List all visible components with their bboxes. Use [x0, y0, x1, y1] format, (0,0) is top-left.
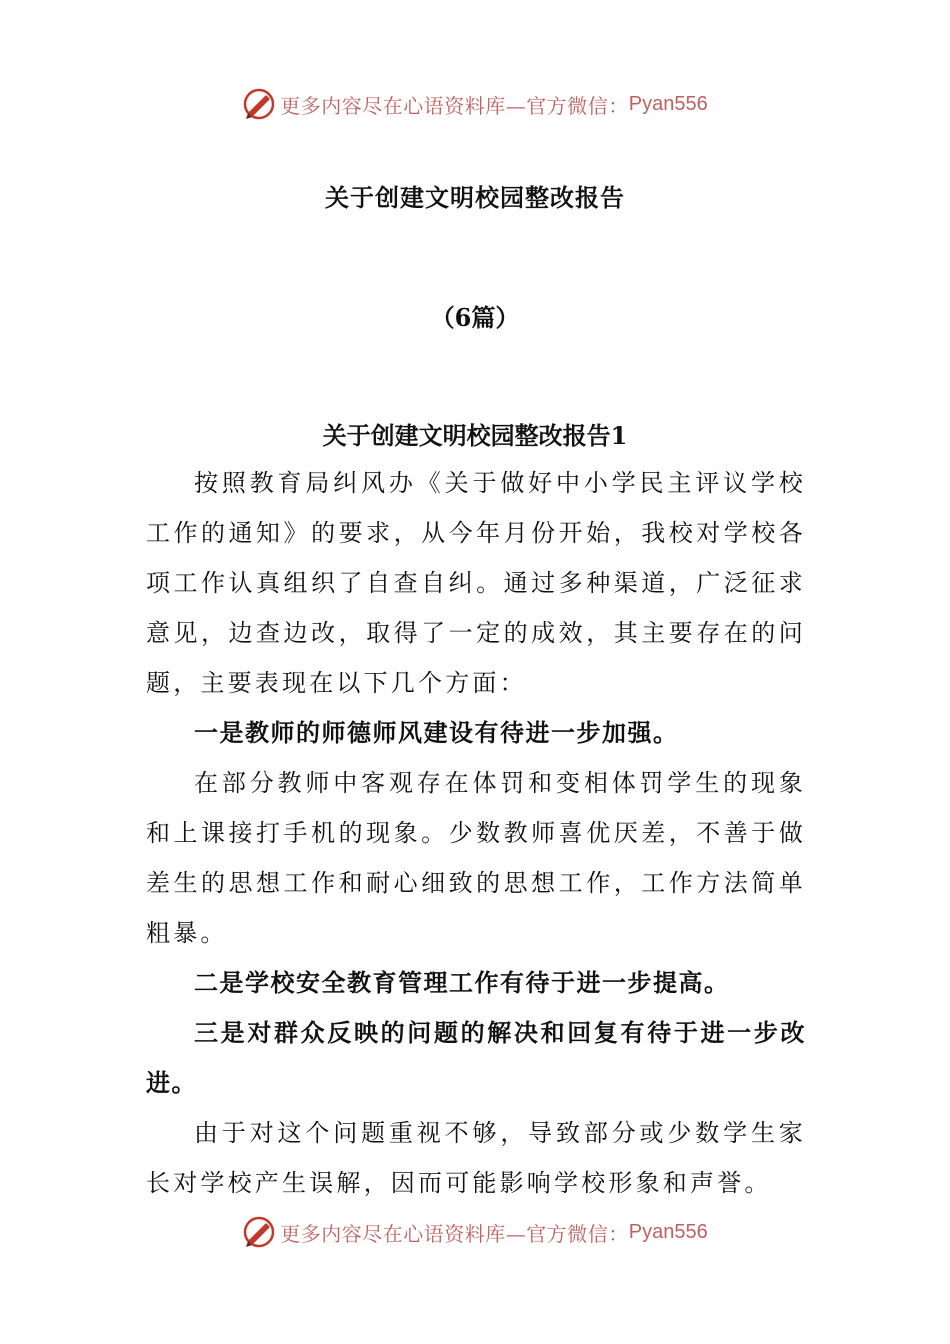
footer-banner	[0, 1212, 950, 1252]
bold-heading: 二是学校安全教育管理工作有待于进一步提高。	[194, 968, 730, 997]
document-body	[146, 458, 806, 1208]
paragraph: 由于对这个问题重视不够，导致部分或少数学生家长对学校产生误解，因而可能影响学校形象和声誉。	[146, 1119, 806, 1197]
pen-logo-icon	[242, 87, 276, 121]
bold-heading: 一是教师的师德师风建设有待进一步加强。	[194, 718, 679, 747]
paragraph: 在部分教师中客观存在体罚和变相体罚学生的现象和上课接打手机的现象。少数教师喜优厌差，不善于做差生的思想工作和耐心细致的思想工作，工作方法简单粗暴。	[146, 769, 806, 947]
banner-text: 更多内容尽在心语资料库—官方微信：	[280, 93, 629, 118]
document-subtitle: （6篇）	[430, 303, 520, 332]
bold-heading: 三是对群众反映的问题的解决和回复有待于进一步改进。	[146, 1018, 806, 1097]
pen-logo-icon	[242, 1215, 276, 1249]
paragraph: 按照教育局纠风办《关于做好中小学民主评议学校工作的通知》的要求，从今年月份开始，我校对学校各项工作认真组织了自查自纠。通过多种渠道，广泛征求意见，边查边改，取得了一定的成效，其主要存在的问题，主要表现在以下几个方面：	[146, 469, 806, 697]
section-title: 关于创建文明校园整改报告1	[322, 421, 628, 450]
header-banner	[0, 84, 950, 124]
document-title: 关于创建文明校园整改报告	[325, 183, 625, 212]
banner-text: 更多内容尽在心语资料库—官方微信：	[280, 1221, 629, 1246]
wechat-id: Pyan556	[628, 1220, 708, 1243]
wechat-id: Pyan556	[628, 92, 708, 115]
